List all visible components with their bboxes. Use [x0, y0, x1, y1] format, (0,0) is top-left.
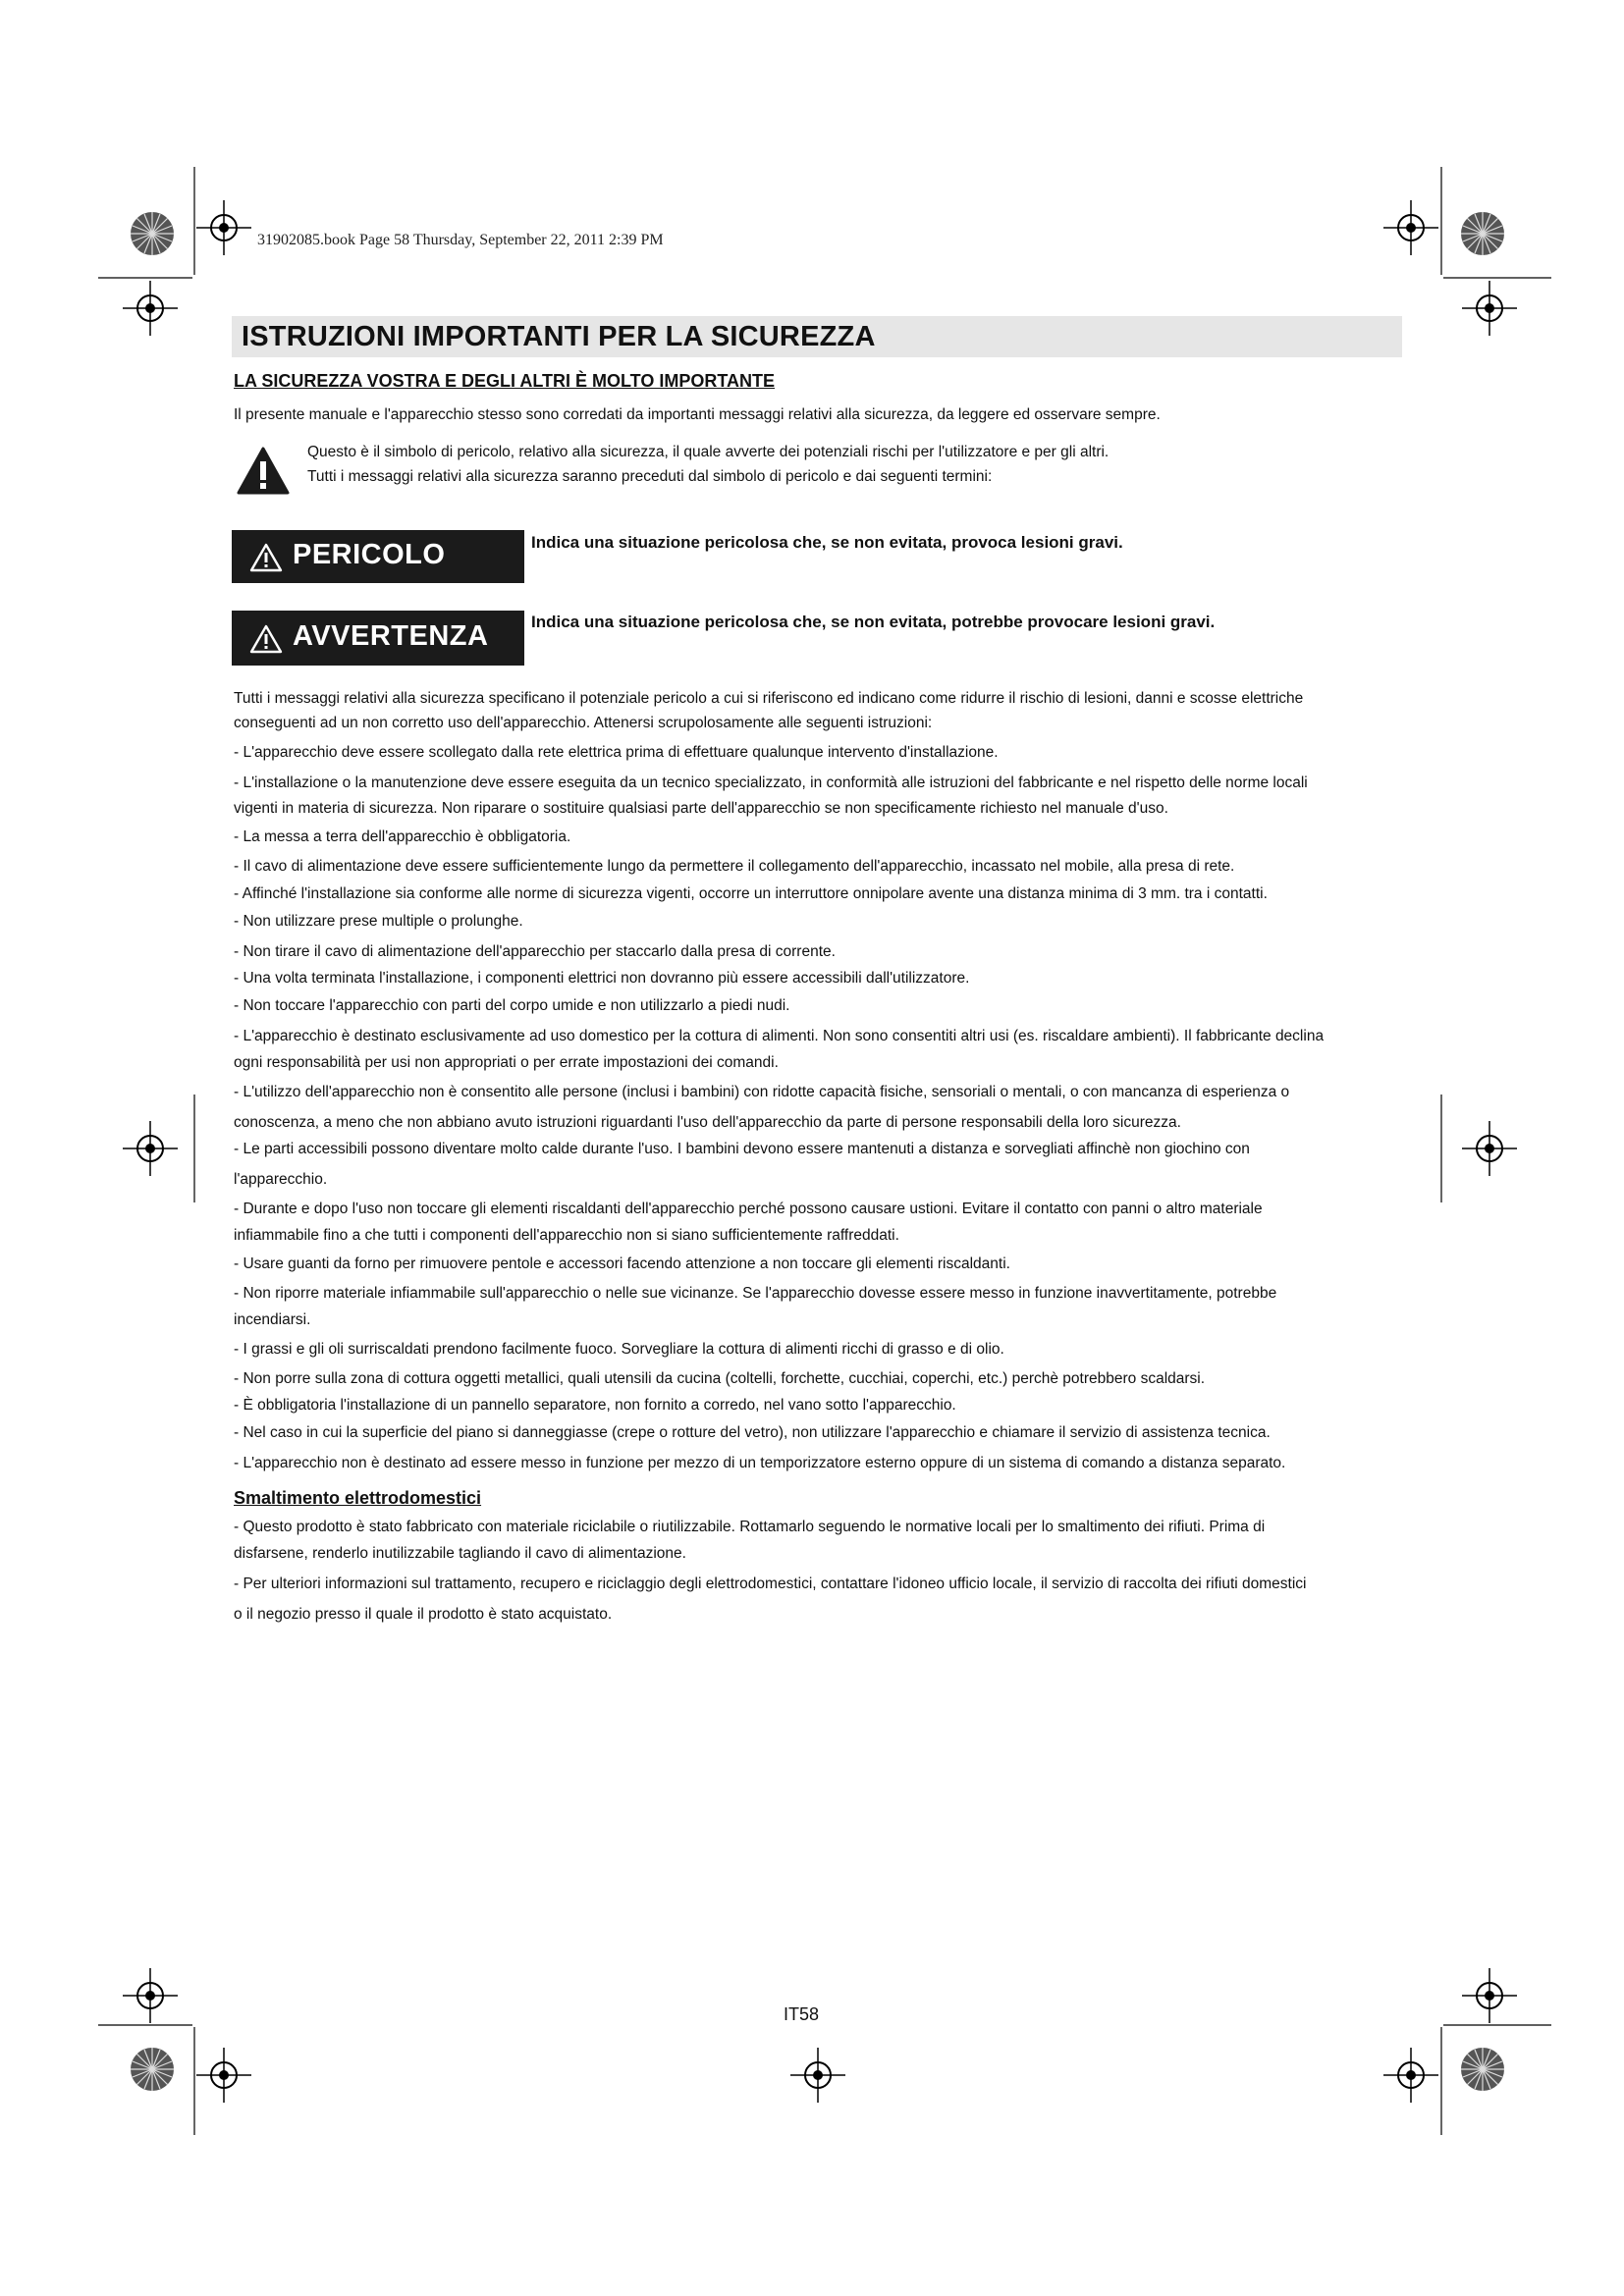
disposal-line: disfarsene, renderlo inutilizzabile tagliando il cavo di alimentazione.: [234, 1545, 686, 1562]
body-line: - Non riporre materiale infiammabile sull'apparecchio o nelle sue vicinanze. Se l'apparecchio dovesse essere messo in funzione inavvertitamente, potrebbe: [234, 1285, 1277, 1302]
body-line: incendiarsi.: [234, 1311, 311, 1328]
body-line: conseguenti ad un non corretto uso dell'apparecchio. Attenersi scrupolosamente alle seguenti istruzioni:: [234, 715, 933, 731]
body-line: ogni responsabilità per usi non appropriati o per errate impostazioni dei comandi.: [234, 1054, 779, 1071]
danger-badge: [232, 530, 524, 583]
book-header: 31902085.book Page 58 Thursday, September 22, 2011 2:39 PM: [257, 232, 664, 248]
disposal-line: o il negozio presso il quale il prodotto è stato acquistato.: [234, 1606, 613, 1623]
danger-description: Indica una situazione pericolosa che, se non evitata, provoca lesioni gravi.: [531, 533, 1123, 552]
body-line: - Non utilizzare prese multiple o prolunghe.: [234, 913, 523, 930]
body-line: - È obbligatoria l'installazione di un pannello separatore, non fornito a corredo, nel vano sotto l'apparecchio.: [234, 1397, 956, 1414]
body-line: - L'apparecchio non è destinato ad essere messo in funzione per mezzo di un temporizzatore esterno oppure di un sistema di comando a distanza separato.: [234, 1455, 1286, 1471]
disposal-line: - Per ulteriori informazioni sul trattamento, recupero e riciclaggio degli elettrodomestici, contattare l'idoneo ufficio locale, il servizio di raccolta dei rifiuti domestici: [234, 1575, 1307, 1592]
intro-text: Il presente manuale e l'apparecchio stesso sono corredati da importanti messaggi relativi alla sicurezza, da leggere ed osservare sempre.: [234, 406, 1161, 423]
body-line: Tutti i messaggi relativi alla sicurezza specificano il potenziale pericolo a cui si riferiscono ed indicano come ridurre il rischio di lesioni, danni e scosse elettriche: [234, 690, 1304, 707]
danger-triangle-icon: [236, 446, 291, 497]
body-line: - Non toccare l'apparecchio con parti del corpo umide e non utilizzarlo a piedi nudi.: [234, 997, 790, 1014]
section-subtitle: LA SICUREZZA VOSTRA E DEGLI ALTRI È MOLTO IMPORTANTE: [234, 371, 775, 391]
danger-label: PERICOLO: [293, 539, 446, 570]
body-line: - Non tirare il cavo di alimentazione dell'apparecchio per staccarlo dalla presa di corrente.: [234, 943, 836, 960]
disposal-line: - Questo prodotto è stato fabbricato con materiale riciclabile o riutilizzabile. Rottamarlo seguendo le normative locali per lo smaltimento dei rifiuti. Prima di: [234, 1519, 1266, 1535]
title-bar: [232, 316, 1402, 357]
body-line: - Le parti accessibili possono diventare molto calde durante l'uso. I bambini devono essere mantenuti a distanza e sorvegliati affinchè non giochino con: [234, 1141, 1250, 1157]
body-line: - Durante e dopo l'uso non toccare gli elementi riscaldanti dell'apparecchio perché possono causare ustioni. Evitare il contatto con panni o altro materiale: [234, 1201, 1263, 1217]
warning-label: AVVERTENZA: [293, 620, 489, 652]
body-line: - Usare guanti da forno per rimuovere pentole e accessori facendo attenzione a non toccare gli elementi riscaldanti.: [234, 1255, 1010, 1272]
warning-badge: [232, 611, 524, 666]
body-line: - L'apparecchio deve essere scollegato dalla rete elettrica prima di effettuare qualunque intervento d'installazione.: [234, 744, 999, 761]
body-line: - La messa a terra dell'apparecchio è obbligatoria.: [234, 828, 571, 845]
warning-triangle-icon: [249, 624, 283, 654]
body-line: - Affinché l'installazione sia conforme alle norme di sicurezza vigenti, occorre un interruttore onnipolare avente una distanza minima di 3 mm. tra i contatti.: [234, 885, 1268, 902]
body-line: - Non porre sulla zona di cottura oggetti metallici, quali utensili da cucina (coltelli, forchette, cucchiai, coperchi, etc.) perchè potrebbero scaldarsi.: [234, 1370, 1206, 1387]
warning-triangle-icon: [249, 543, 283, 572]
body-line: - Nel caso in cui la superficie del piano si danneggiasse (crepe o rotture del vetro), non utilizzare l'apparecchio e chiamare il servizio di assistenza tecnica.: [234, 1424, 1271, 1441]
body-line: - L'apparecchio è destinato esclusivamente ad uso domestico per la cottura di alimenti. Non sono consentiti altri usi (es. riscaldare ambienti). Il fabbricante declina: [234, 1028, 1325, 1044]
symbol-line: Tutti i messaggi relativi alla sicurezza saranno preceduti dal simbolo di pericolo e dai seguenti termini:: [307, 468, 993, 485]
body-line: vigenti in materia di sicurezza. Non riparare o sostituire qualsiasi parte dell'apparecchio se non specificamente richiesto nel manuale d'uso.: [234, 800, 1168, 817]
body-line: - L'installazione o la manutenzione deve essere eseguita da un tecnico specializzato, in conformità alle istruzioni del fabbricante e nel rispetto delle norme locali: [234, 774, 1308, 791]
body-line: - L'utilizzo dell'apparecchio non è consentito alle persone (inclusi i bambini) con ridotte capacità fisiche, sensoriali o mentali, o con mancanza di esperienza o: [234, 1084, 1290, 1100]
page-title: ISTRUZIONI IMPORTANTI PER LA SICUREZZA: [242, 321, 876, 352]
body-line: l'apparecchio.: [234, 1171, 328, 1188]
section-disposal-title: Smaltimento elettrodomestici: [234, 1488, 482, 1508]
body-line: infiammabile fino a che tutti i componenti dell'apparecchio non si siano sufficientemente raffreddati.: [234, 1227, 899, 1244]
warning-description: Indica una situazione pericolosa che, se non evitata, potrebbe provocare lesioni gravi.: [531, 613, 1216, 631]
symbol-line: Questo è il simbolo di pericolo, relativo alla sicurezza, il quale avverte dei potenziali rischi per l'utilizzatore e per gli altri.: [307, 444, 1110, 460]
page-number: IT58: [784, 2004, 820, 2024]
body-line: - I grassi e gli oli surriscaldati prendono facilmente fuoco. Sorvegliare la cottura di alimenti ricchi di grasso e di olio.: [234, 1341, 1004, 1358]
body-line: - Il cavo di alimentazione deve essere sufficientemente lungo da permettere il collegamento dell'apparecchio, incassato nel mobile, alla presa di rete.: [234, 858, 1235, 875]
body-line: conoscenza, a meno che non abbiano avuto istruzioni riguardanti l'uso dell'apparecchio da parte di persone responsabili della loro sicurezza.: [234, 1114, 1181, 1131]
body-line: - Una volta terminata l'installazione, i componenti elettrici non dovranno più essere accessibili dall'utilizzatore.: [234, 970, 970, 987]
